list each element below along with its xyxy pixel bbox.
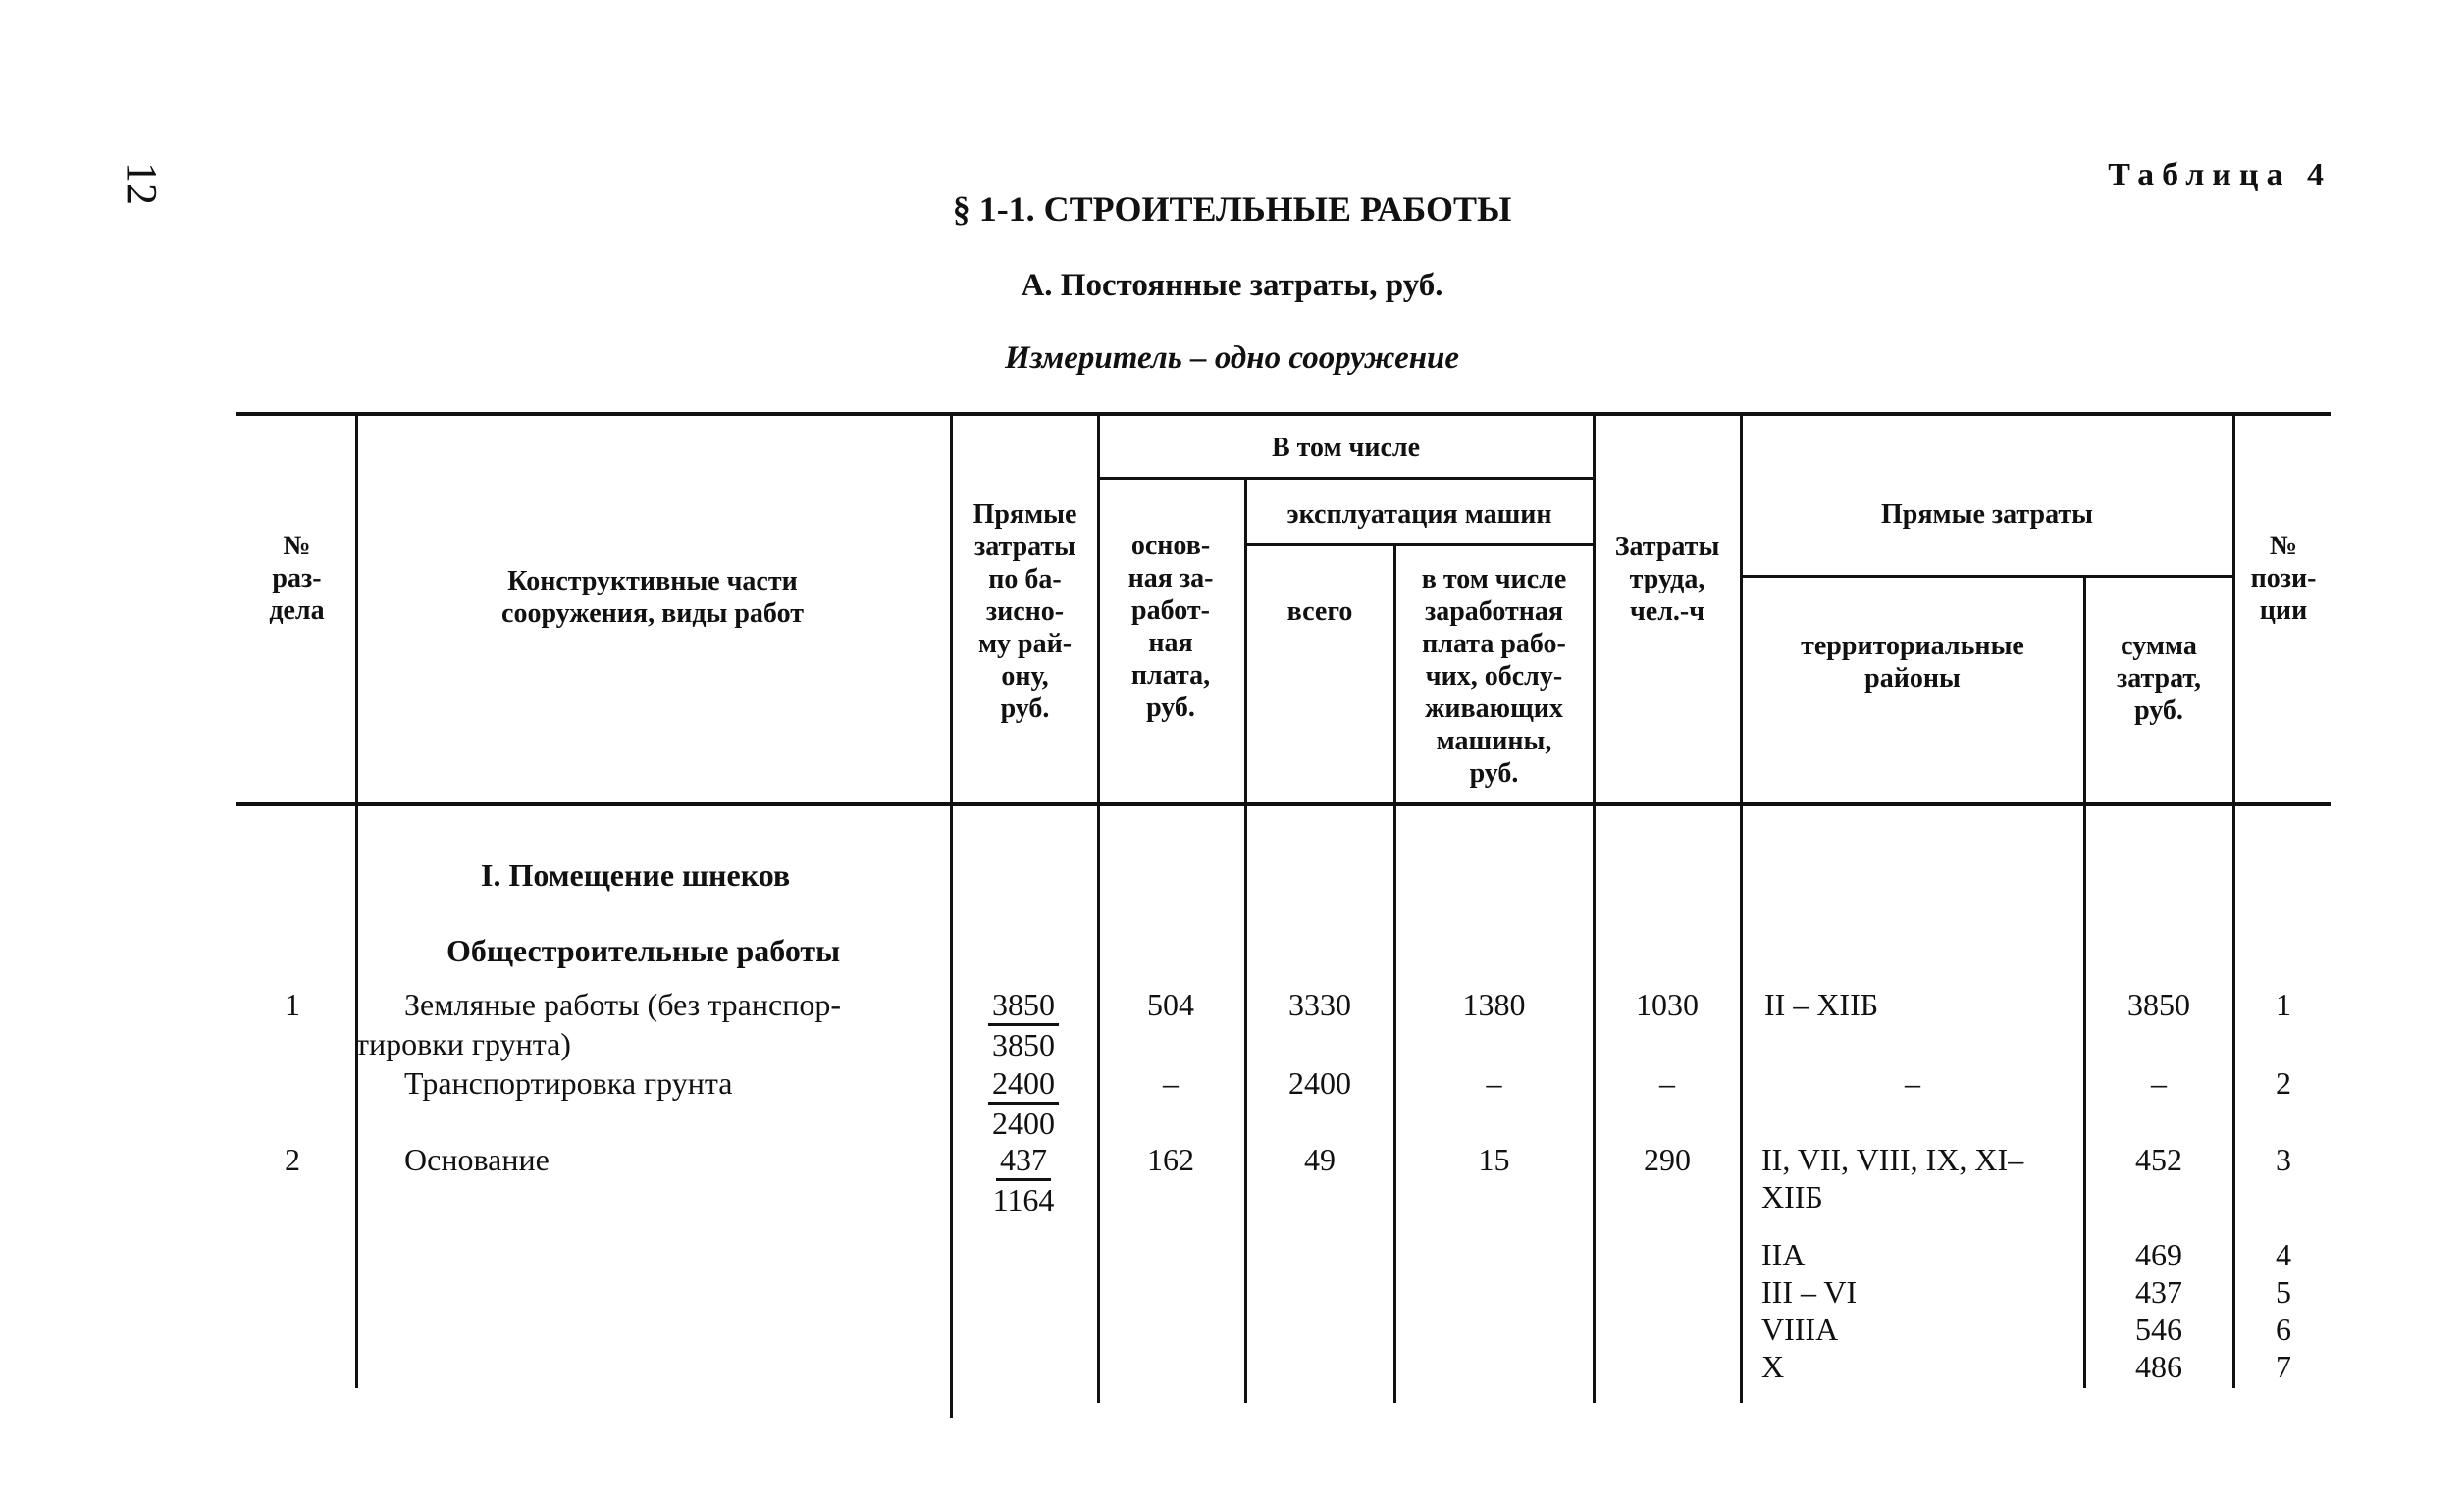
row3-region-line2: XIIБ <box>1761 1179 1823 1214</box>
row2-machine-wage: – <box>1486 1065 1502 1101</box>
row1-total: 3330 <box>1288 987 1351 1022</box>
header-direct2: Прямые затраты <box>1881 499 2093 530</box>
col-rule-2 <box>950 412 953 1418</box>
header-machines: эксплуатация машин <box>1286 499 1552 530</box>
direct2-group-rule <box>1740 575 2232 578</box>
row3-direct-top: 437 <box>996 1141 1051 1181</box>
row2-labor: – <box>1659 1065 1675 1101</box>
col-rule-1 <box>355 412 358 1388</box>
extra-region-1: IIА <box>1761 1237 1806 1272</box>
section-heading: I. Помещение шнеков <box>481 857 791 893</box>
row2-direct-bottom: 2400 <box>992 1106 1055 1141</box>
row3-direct-bottom: 1164 <box>992 1182 1055 1217</box>
row3-number: 2 <box>285 1142 300 1177</box>
extra-sum-3: 546 <box>2135 1312 2182 1347</box>
row3-name: Основание <box>404 1142 550 1177</box>
header-sum: сумма затрат, руб. <box>2116 631 2202 726</box>
row2-position: 2 <box>2276 1065 2291 1101</box>
row1-direct <box>970 986 1077 1063</box>
row3-wage: 162 <box>1147 1142 1194 1177</box>
row1-labor: 1030 <box>1636 987 1699 1022</box>
row2-region: – <box>1905 1065 1920 1101</box>
row3-region-line1: II, VII, VIII, IX, XI– <box>1761 1142 2024 1177</box>
extra-position-2: 5 <box>2276 1274 2291 1310</box>
row3-direct <box>970 1141 1077 1218</box>
row1-direct-bottom: 3850 <box>992 1027 1055 1062</box>
row1-wage: 504 <box>1147 987 1194 1022</box>
extra-sum-4: 486 <box>2135 1349 2182 1384</box>
row1-region: II – XIIБ <box>1764 987 1879 1022</box>
extra-position-1: 4 <box>2276 1237 2291 1272</box>
row1-sum: 3850 <box>2127 987 2190 1022</box>
section-title: § 1-1. СТРОИТЕЛЬНЫЕ РАБОТЫ <box>952 189 1512 229</box>
header-machine-wage: в том числе заработная плата рабо- чих, обслу- живающих машины, руб. <box>1421 564 1567 789</box>
extra-sum-2: 437 <box>2135 1274 2182 1310</box>
row2-direct <box>970 1064 1077 1142</box>
row3-total: 49 <box>1304 1142 1336 1177</box>
header-base-wage: основ- ная за- работ- ная плата, руб. <box>1127 531 1214 723</box>
col-rule-7 <box>1740 412 1743 1403</box>
table-top-rule <box>236 412 2331 416</box>
row1-name-line2: тировки грунта) <box>355 1026 571 1061</box>
header-labor: Затраты труда, чел.-ч <box>1614 532 1720 627</box>
row2-wage: – <box>1163 1065 1179 1101</box>
subsection-title: А. Постоянные затраты, руб. <box>1021 268 1443 303</box>
subsection-heading: Общестроительные работы <box>446 933 841 968</box>
extra-region-4: X <box>1761 1349 1785 1384</box>
row3-machine-wage: 15 <box>1478 1142 1510 1177</box>
extra-position-4: 7 <box>2276 1349 2291 1384</box>
row2-direct-top: 2400 <box>988 1064 1059 1105</box>
page-number: 12 <box>118 162 166 205</box>
incl-group-rule <box>1097 477 1593 480</box>
header-regions: территориальные районы <box>1801 631 2024 694</box>
row2-total: 2400 <box>1288 1065 1351 1101</box>
header-section-number: № раз- дела <box>269 531 325 626</box>
extra-position-3: 6 <box>2276 1312 2291 1347</box>
row1-direct-top: 3850 <box>988 986 1059 1026</box>
measure-line: Измеритель – одно сооружение <box>1004 340 1460 376</box>
row1-machine-wage: 1380 <box>1462 987 1526 1022</box>
row2-name: Транспортировка грунта <box>404 1065 733 1101</box>
machines-group-rule <box>1244 543 1593 546</box>
row3-position: 3 <box>2276 1142 2291 1177</box>
header-bottom-rule <box>236 802 2331 806</box>
header-incl: В том числе <box>1271 433 1421 463</box>
extra-region-2: III – VI <box>1761 1274 1858 1310</box>
extra-region-3: VIIIА <box>1761 1312 1839 1347</box>
row3-labor: 290 <box>1644 1142 1691 1177</box>
row1-position: 1 <box>2276 987 2291 1022</box>
header-parts: Конструктивные части сооружения, виды работ <box>501 566 804 629</box>
row1-number: 1 <box>285 987 300 1022</box>
extra-sum-1: 469 <box>2135 1237 2182 1272</box>
table-label: Таблица 4 <box>2108 157 2332 193</box>
header-total: всего <box>1286 596 1353 627</box>
row1-name-line1: Земляные работы (без транспор- <box>404 987 841 1022</box>
header-position: № пози- ции <box>2250 531 2317 626</box>
row2-sum: – <box>2151 1065 2167 1101</box>
row3-sum: 452 <box>2135 1142 2182 1177</box>
header-direct-costs: Прямые затраты по ба- зисно- му рай- ону, руб. <box>972 499 1077 724</box>
